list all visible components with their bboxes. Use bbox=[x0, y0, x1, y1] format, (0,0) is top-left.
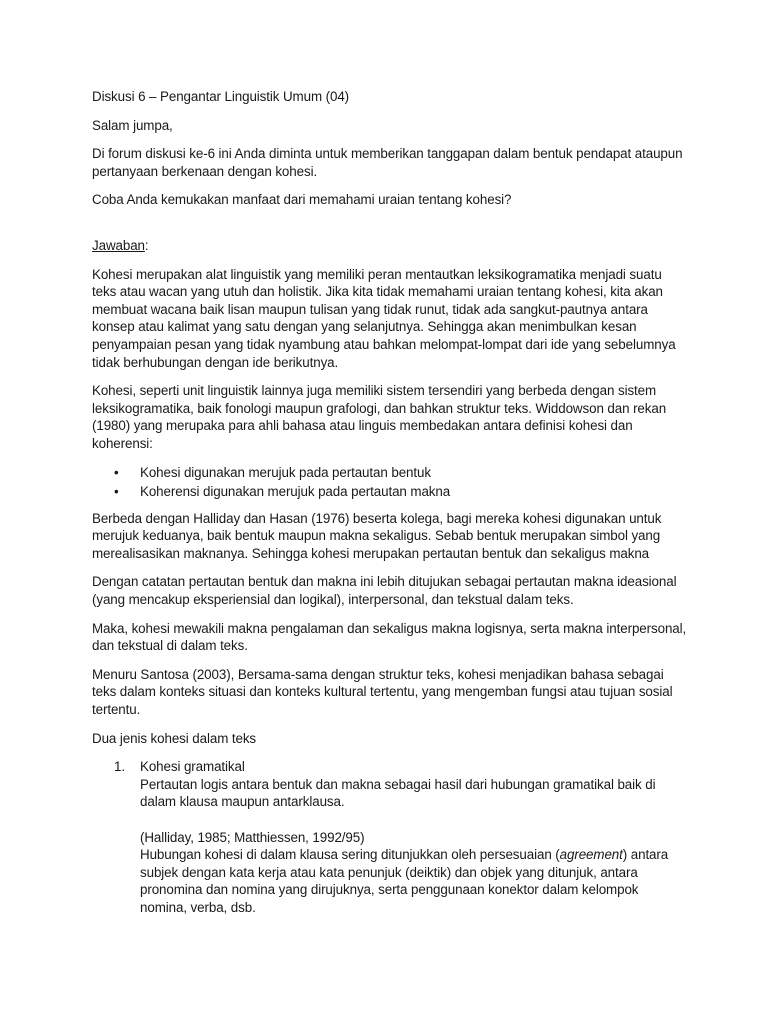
answer-label: Jawaban bbox=[92, 237, 145, 253]
list-item-text: Kohesi digunakan merujuk pada pertautan bentuk bbox=[140, 464, 431, 480]
type-title: Kohesi gramatikal bbox=[140, 759, 245, 775]
paragraph-dua-jenis: Dua jenis kohesi dalam teks bbox=[92, 730, 257, 746]
type-detail-text: Hubungan kohesi di dalam klausa sering ditunjukkan oleh persesuaian ( bbox=[140, 847, 560, 863]
paragraph-pertautan-makna: Dengan catatan pertautan bentuk dan makna ini lebih ditujukan sebagai pertautan makna ideasional (yang mencakup eksperiensial dan logikal), interpersonal, dan tekstual dalam teks. bbox=[92, 574, 677, 608]
list-number: 1. bbox=[114, 759, 125, 775]
greeting: Salam jumpa, bbox=[92, 117, 173, 133]
paragraph-makna-pengalaman: Maka, kohesi mewakili makna pengalaman dan sekaligus makna logisnya, serta makna interpersonal, dan tekstual di dalam teks. bbox=[92, 620, 687, 654]
type-detail-text: ) antara subjek dengan kata kerja atau kata penunjuk (deiktik) dan objek yang ditunjuk, antara pronomina dan nomina yang dirujuknya, serta penggunaan konektor dalam kelompok nomina, verba, dsb. bbox=[140, 847, 669, 915]
paragraph-santosa: Menuru Santosa (2003), Bersama-sama dengan struktur teks, kohesi menjadikan bahasa sebagai teks dalam konteks situasi dan konteks kultural tertentu, yang mengemban fungsi atau tujuan sosial tertentu. bbox=[92, 666, 673, 718]
list-item bbox=[92, 758, 688, 916]
answer-colon: : bbox=[144, 237, 149, 253]
document-title: Diskusi 6 – Pengantar Linguistik Umum (04) bbox=[92, 89, 350, 104]
type-reference: (Halliday, 1985; Matthiessen, 1992/95) bbox=[140, 829, 365, 845]
bullet-icon: • bbox=[114, 464, 119, 480]
definition-list bbox=[92, 464, 688, 501]
paragraph-kohesi-system: Kohesi, seperti unit linguistik lainnya juga memiliki sistem tersendiri yang berbeda dengan sistem leksikogramatika, baik fonologi maupun grafologi, dan bahkan struktur teks. Widdowson dan rekan (1980) yang merupaka para ahli bahasa atau linguis membedakan antara definisi kohesi dan koherensi: bbox=[92, 383, 667, 451]
kohesi-types-list bbox=[92, 758, 688, 916]
type-detail bbox=[140, 846, 688, 916]
type-description: Pertautan logis antara bentuk dan makna sebagai hasil dari hubungan gramatikal baik di dalam klausa maupun antarklausa. bbox=[140, 776, 656, 810]
bullet-icon: • bbox=[114, 484, 119, 500]
paragraph-halliday-hasan: Berbeda dengan Halliday dan Hasan (1976) beserta kolega, bagi mereka kohesi digunakan untuk merujuk keduanya, baik bentuk maupun makna sekaligus. Sebab bentuk merupakan simbol yang merealisasikan maknanya. Sehingga kohesi merupakan pertautan bentuk dan sekaligus makna bbox=[92, 510, 662, 561]
question-paragraph: Coba Anda kemukakan manfaat dari memahami uraian tentang kohesi? bbox=[92, 192, 512, 208]
list-item bbox=[92, 464, 688, 482]
paragraph-kohesi-definition: Kohesi merupakan alat linguistik yang memiliki peran mentautkan leksikogramatika menjadi suatu teks atau wacan yang utuh dan holistik. Jika kita tidak memahami uraian tentang kohesi, kita akan membuat wacana baik lisan maupun tulisan yang tidak runut, tidak ada sangkut-pautnya antara konsep atau kalimat yang satu dengan yang selanjutnya. Sehingga akan menimbulkan kesan penyampaian pesan yang tidak nyambung atau bahkan melompat-lompat dari ide yang sebelumnya tidak berhubungan dengan ide berikutnya. bbox=[92, 266, 676, 370]
list-item bbox=[92, 483, 688, 501]
answer-heading bbox=[92, 237, 688, 255]
intro-paragraph: Di forum diskusi ke-6 ini Anda diminta untuk memberikan tanggapan dalam bentuk pendapat ataupun pertanyaan berkenaan dengan kohesi. bbox=[92, 146, 683, 179]
list-item-text: Koherensi digunakan merujuk pada pertautan makna bbox=[140, 484, 451, 500]
type-detail-italic: agreement bbox=[559, 847, 623, 863]
document-page bbox=[92, 88, 688, 917]
